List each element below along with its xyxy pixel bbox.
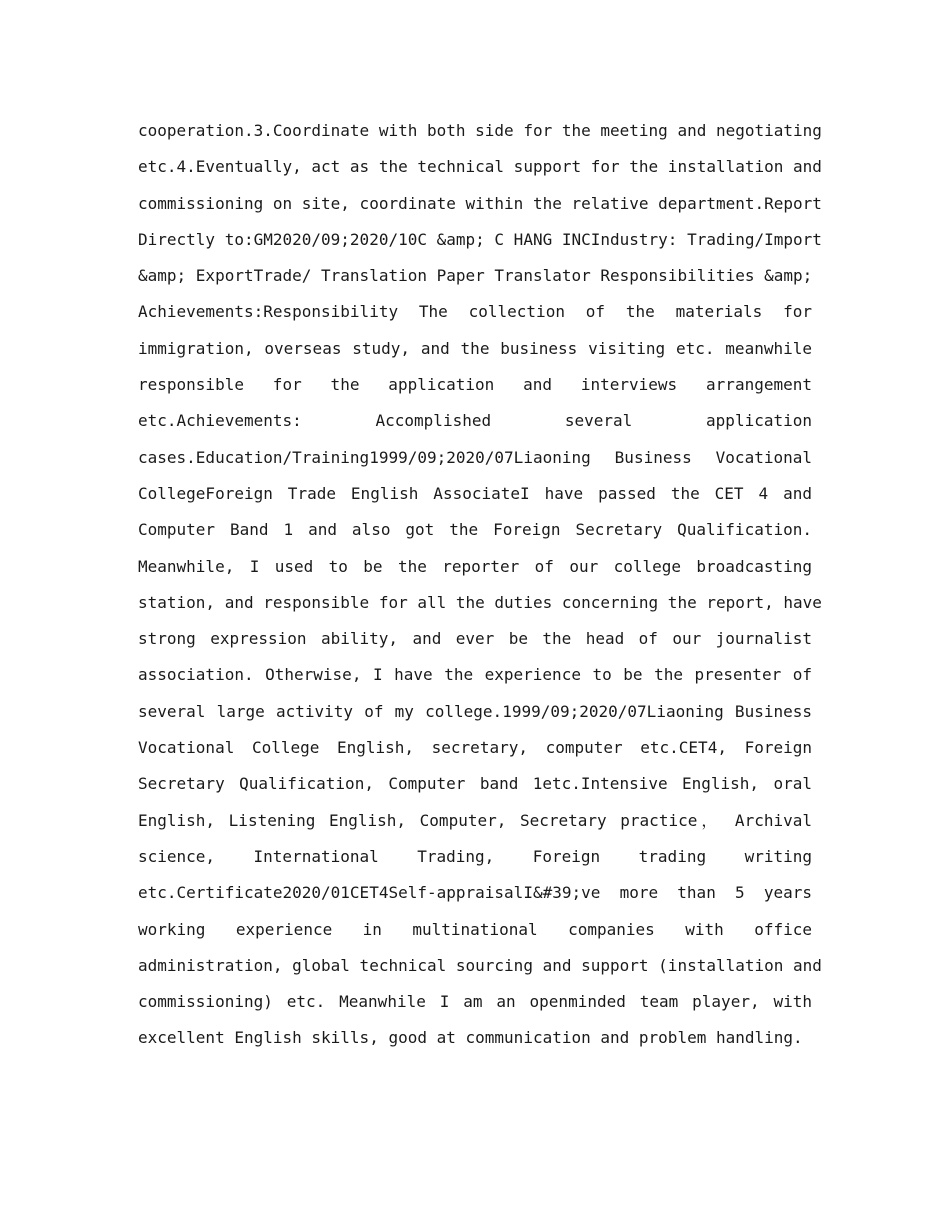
text-line: Directly to:GM2020/09;2020/10C &amp; C HANG INCIndustry: Trading/Import [138, 229, 822, 249]
text-line: Secretary Qualification, Computer band 1etc.Intensive English, oral [138, 774, 812, 794]
text-line: several large activity of my college.1999/09;2020/07Liaoning Business [138, 701, 812, 721]
text-line: cooperation.3.Coordinate with both side for the meeting and negotiating [138, 121, 822, 140]
text-line: Meanwhile, I used to be the reporter of our college broadcasting [138, 556, 812, 576]
text-line: Achievements:Responsibility The collection of the materials for [138, 302, 812, 322]
text-line: commissioning on site, coordinate within the relative department.Report [138, 193, 822, 213]
text-line: etc.Certificate2020/01CET4Self-appraisalI&#39;ve more than 5 years [138, 883, 812, 903]
text-line: excellent English skills, good at communication and problem handling. [138, 1028, 803, 1048]
text-line: CollegeForeign Trade English AssociateI have passed the CET 4 and [138, 483, 812, 503]
text-line: etc.4.Eventually, act as the technical support for the installation and [138, 157, 822, 177]
text-line: station, and responsible for all the duties concerning the report, have [138, 592, 822, 612]
text-line: association. Otherwise, I have the experience to be the presenter of [138, 665, 812, 685]
text-line: responsible for the application and interviews arrangement [138, 375, 812, 395]
text-line: English, Listening English, Computer, Secretary practice， Archival [138, 810, 812, 830]
text-line: commissioning) etc. Meanwhile I am an openminded team player, with [138, 992, 812, 1012]
text-line: immigration, overseas study, and the business visiting etc. meanwhile [138, 338, 812, 358]
text-line: &amp; ExportTrade/ Translation Paper Translator Responsibilities &amp; [138, 266, 813, 286]
text-line: administration, global technical sourcing and support (installation and [138, 955, 822, 975]
text-line: strong expression ability, and ever be the head of our journalist [138, 629, 812, 649]
text-line: science, International Trading, Foreign trading writing [138, 846, 812, 866]
text-line: etc.Achievements: Accomplished several application [138, 411, 812, 431]
text-line: working experience in multinational companies with office [138, 919, 812, 939]
body-text [138, 113, 822, 1057]
text-line: Computer Band 1 and also got the Foreign Secretary Qualification. [138, 520, 812, 540]
text-line: cases.Education/Training1999/09;2020/07Liaoning Business Vocational [138, 447, 812, 467]
text-line: Vocational College English, secretary, computer etc.CET4, Foreign [138, 738, 812, 758]
